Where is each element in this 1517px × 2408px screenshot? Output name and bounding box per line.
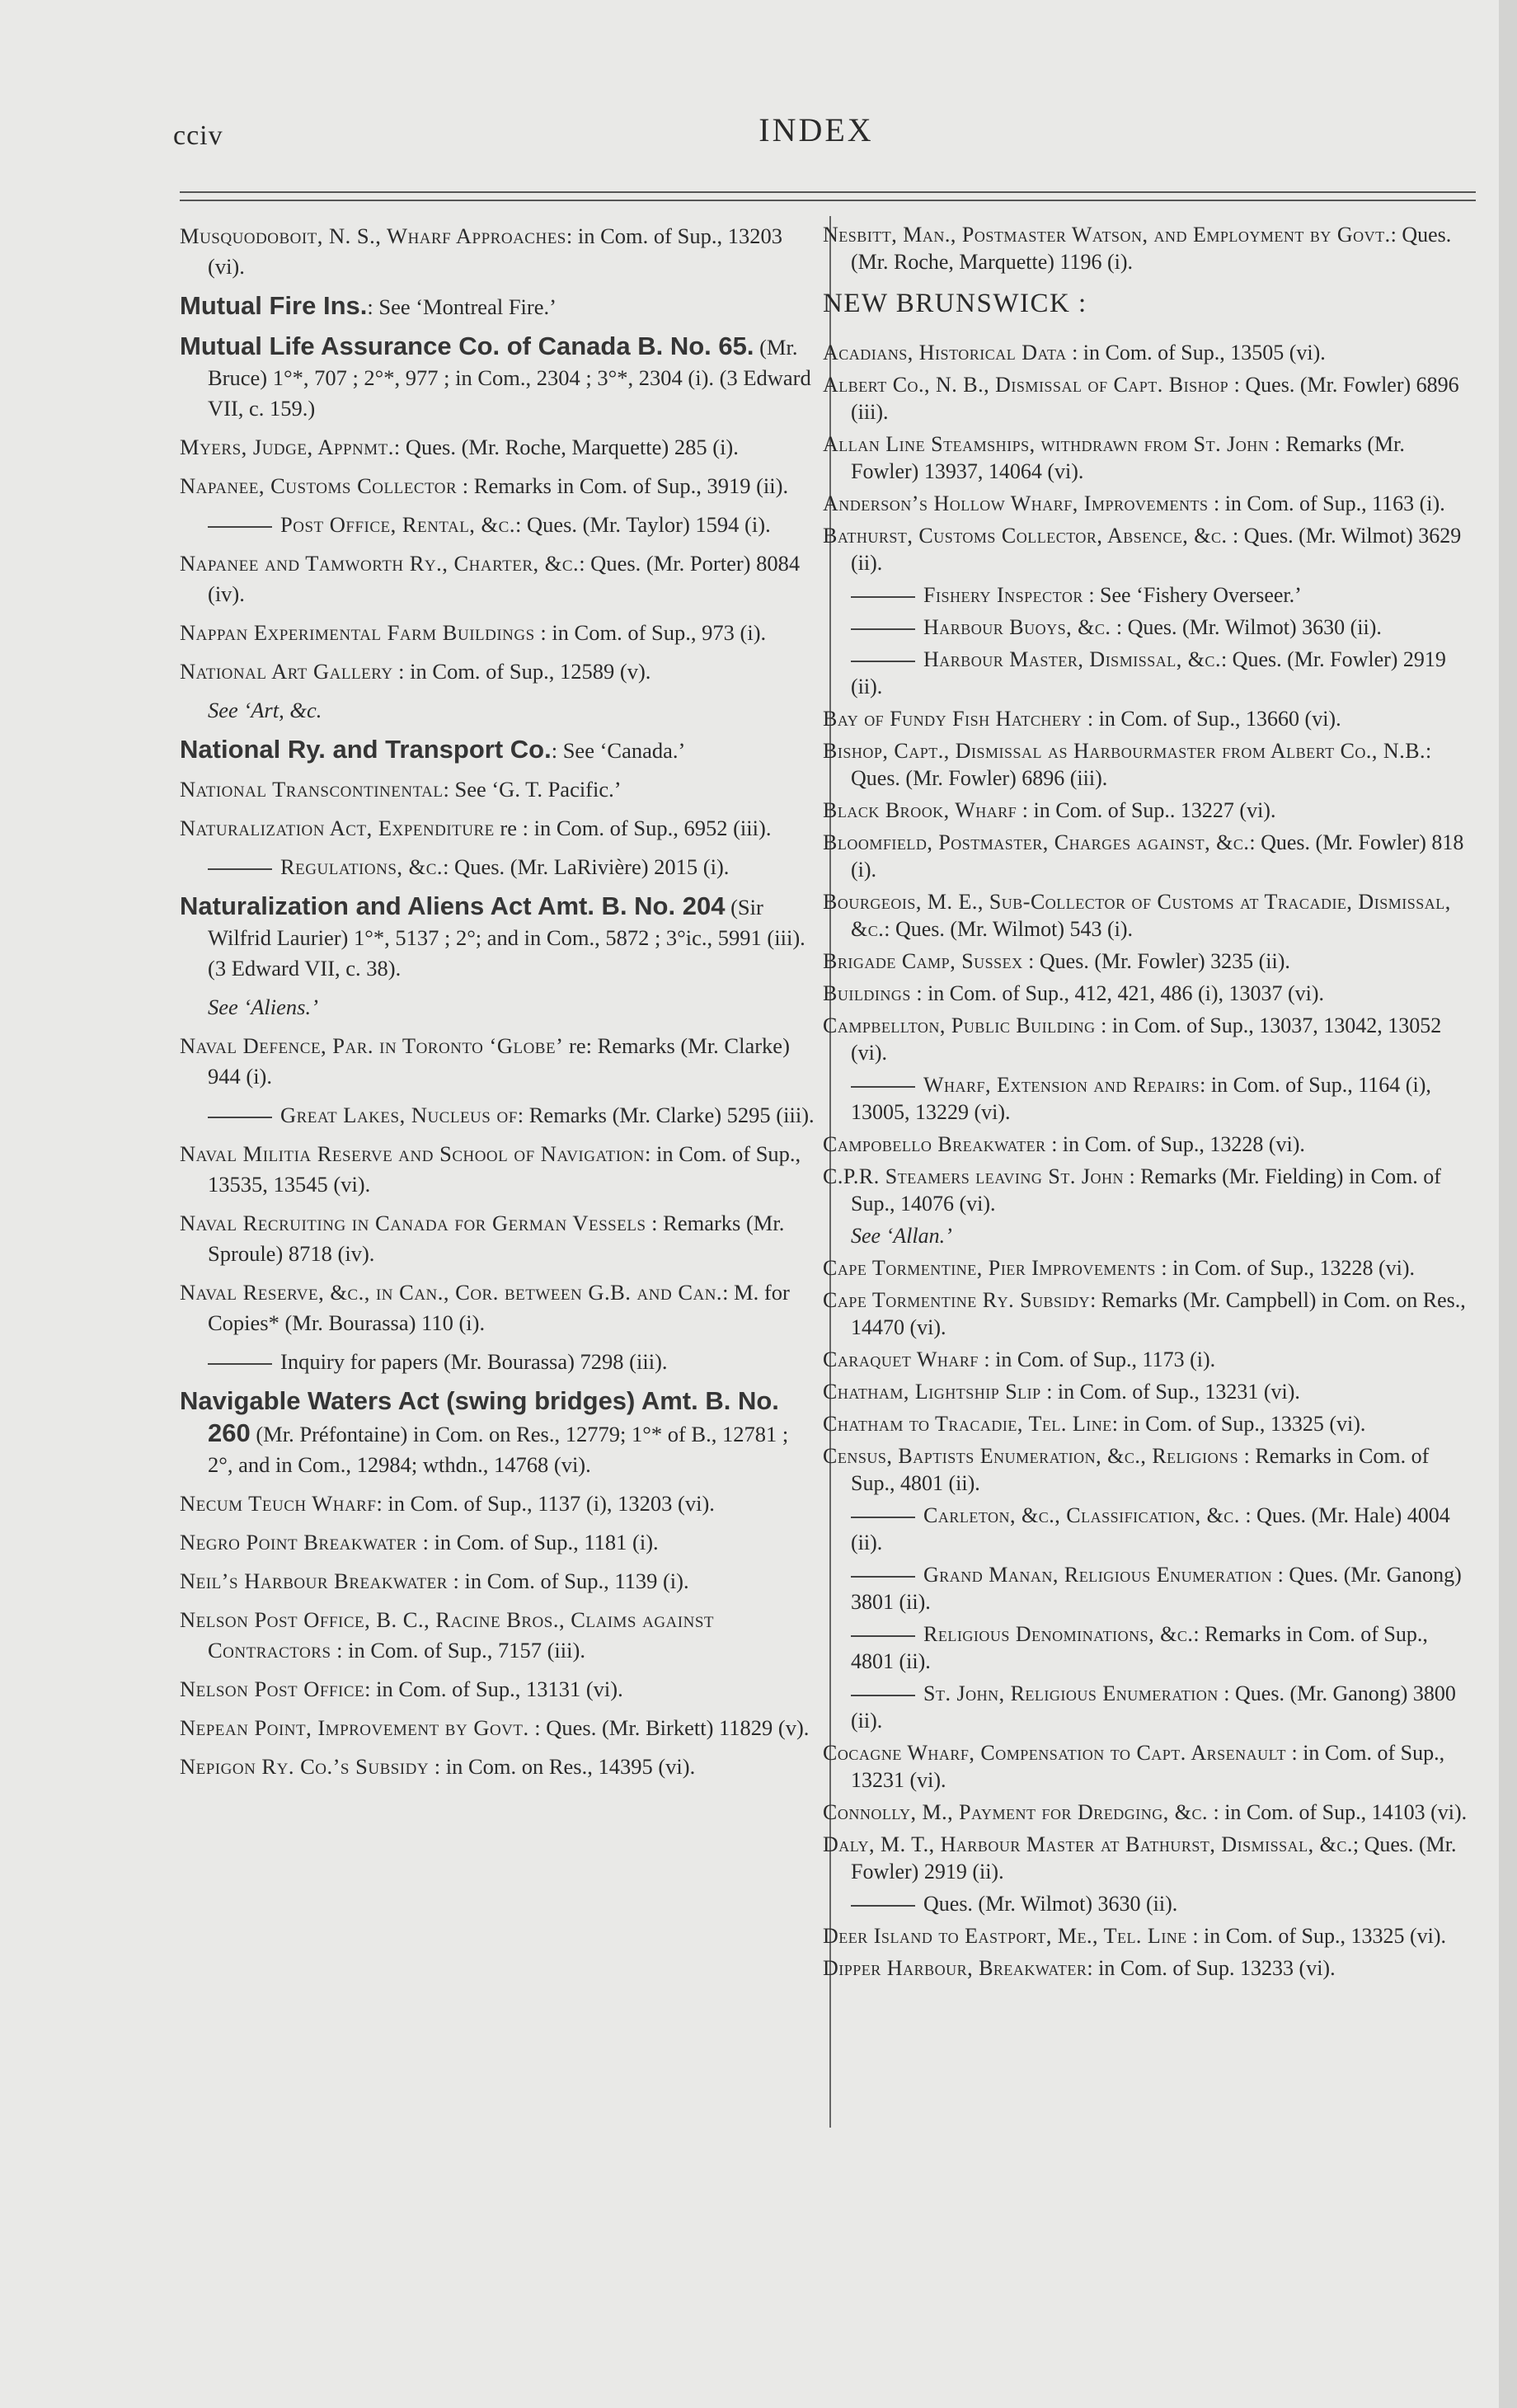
index-entry xyxy=(823,829,1468,883)
entry-reference: : Ques. (Mr. Fowler) 3235 (ii). xyxy=(1022,949,1290,973)
index-entry xyxy=(823,1012,1468,1066)
entry-reference: : Ques. (Mr. Porter) 8084 (iv). xyxy=(208,551,801,606)
entry-reference: : in Com. of Sup., 1163 (i). xyxy=(1208,491,1445,515)
index-entry xyxy=(823,1410,1468,1437)
index-entry xyxy=(823,1346,1468,1373)
entry-reference: : Ques. (Mr. Hale) 4004 (ii). xyxy=(851,1503,1450,1554)
entry-reference: : Ques. (Mr. Fowler) 6896 (iii). xyxy=(851,739,1432,790)
entry-heading: Campobello Breakwater xyxy=(823,1132,1046,1156)
entry-reference: re : in Com. of Sup., 6952 (iii). xyxy=(494,816,772,840)
ditto-dash xyxy=(208,526,272,528)
index-entry xyxy=(180,1100,815,1131)
entry-heading: Negro Point Breakwater xyxy=(180,1530,417,1554)
entry-reference: (Mr. Préfontaine) in Com. on Res., 12779; 1°* of B., 12781 ; 2°, and in Com., 12984; wthdn., 14768 (vi). xyxy=(208,1422,789,1477)
entry-reference: : in Com. of Sup., 7157 (iii). xyxy=(331,1638,585,1663)
entry-reference: : Ques. (Mr. Ganong) 3800 (ii). xyxy=(851,1681,1456,1733)
entry-heading: Bay of Fundy Fish Hatchery xyxy=(823,707,1083,731)
entry-reference: : Remarks in Com. of Sup., 3919 (ii). xyxy=(457,473,789,498)
index-entry xyxy=(823,1680,1468,1734)
index-entry xyxy=(180,774,815,805)
entry-heading: Bathurst, Customs Collector, Absence, &c. xyxy=(823,524,1228,548)
left-column xyxy=(180,221,815,1790)
entry-heading: Nelson Post Office xyxy=(180,1677,365,1701)
entry-reference: : in Com. of Sup., 973 (i). xyxy=(534,620,767,645)
index-entry xyxy=(180,695,815,726)
index-entry xyxy=(823,980,1468,1007)
entry-heading: Chatham to Tracadie, Tel. Line xyxy=(823,1412,1112,1436)
entry-heading: Neil’s Harbour Breakwater xyxy=(180,1568,448,1593)
index-entry xyxy=(180,1347,815,1377)
entry-heading: Bourgeois, M. E., Sub-Collector of Customs at Tracadie, Dismissal, &c. xyxy=(823,890,1451,941)
entry-reference: : Ques. (Mr. Fowler) 6896 (iii). xyxy=(851,373,1459,424)
index-entry xyxy=(823,1163,1468,1217)
header-rule-bottom xyxy=(180,200,1476,201)
entry-reference: : Remarks (Mr. Clarke) 5295 (iii). xyxy=(517,1103,815,1127)
entry-heading: Brigade Camp, Sussex xyxy=(823,949,1023,973)
index-entry xyxy=(180,992,815,1023)
entry-reference: See ‘Allan.’ xyxy=(851,1224,952,1248)
page-number: cciv xyxy=(173,120,223,151)
index-entry xyxy=(180,813,815,844)
entry-heading: Naval Defence, Par. in Toronto ‘Globe’ xyxy=(180,1033,564,1058)
entry-reference: : M. for Copies* (Mr. Bourassa) 110 (i). xyxy=(208,1280,790,1335)
index-entry xyxy=(823,705,1468,732)
entry-heading: Naturalization and Aliens Act Amt. B. No. 204 xyxy=(180,891,726,920)
entry-heading: Mutual Fire Ins. xyxy=(180,291,368,320)
header-rule-top xyxy=(180,191,1476,193)
index-entry xyxy=(180,471,815,501)
index-entry xyxy=(823,371,1468,426)
entry-reference: : Ques. (Mr. Ganong) 3801 (ii). xyxy=(851,1563,1462,1614)
entry-reference: Ques. (Mr. Wilmot) 3630 (ii). xyxy=(923,1892,1178,1916)
index-entry xyxy=(823,1222,1468,1249)
entry-reference: : in Com. of Sup., 412, 421, 486 (i), 13037 (vi). xyxy=(910,981,1325,1005)
index-entry xyxy=(823,1071,1468,1126)
entry-heading: Napanee and Tamworth Ry., Charter, &c. xyxy=(180,551,580,576)
index-entry xyxy=(823,339,1468,366)
entry-heading: Campbellton, Public Building xyxy=(823,1014,1096,1037)
entry-heading: Naval Militia Reserve and School of Navigation xyxy=(180,1141,645,1166)
index-entry xyxy=(823,1739,1468,1794)
entry-reference: : in Com. of Sup., 1181 (i). xyxy=(416,1530,659,1554)
entry-heading: Black Brook, Wharf xyxy=(823,798,1017,822)
entry-reference: : in Com. of Sup., 1173 (i). xyxy=(978,1347,1216,1371)
entry-heading: Wharf, Extension and Repairs xyxy=(923,1073,1200,1097)
entry-reference: : in Com. of Sup., 1164 (i), 13005, 13229 (vi). xyxy=(851,1073,1431,1124)
section-heading: NEW BRUNSWICK : xyxy=(823,289,1087,318)
index-entry xyxy=(823,522,1468,576)
entry-heading: Harbour Master, Dismissal, &c. xyxy=(923,647,1221,671)
index-entry xyxy=(823,430,1468,485)
index-entry xyxy=(823,221,1468,275)
entry-reference: : in Com. of Sup., 14103 (vi). xyxy=(1207,1800,1468,1824)
entry-reference: : in Com. of Sup., 13131 (vi). xyxy=(364,1677,623,1701)
index-entry xyxy=(823,888,1468,943)
entry-reference: : in Com. of Sup., 13231 (vi). xyxy=(851,1741,1445,1792)
entry-reference: : in Com. of Sup., 13231 (vi). xyxy=(1040,1380,1300,1404)
entry-reference: : in Com. of Sup., 13228 (vi). xyxy=(1045,1132,1305,1156)
entry-heading: Nesbitt, Man., Postmaster Watson, and Employment by Govt. xyxy=(823,223,1391,247)
entry-heading: Mutual Life Assurance Co. of Canada B. No. 65. xyxy=(180,332,754,360)
index-entry xyxy=(823,1131,1468,1158)
index-entry xyxy=(823,1502,1468,1556)
index-entry xyxy=(180,1277,815,1338)
index-entry xyxy=(823,1620,1468,1675)
entry-reference: : Ques. (Mr. Roche, Marquette) 285 (i). xyxy=(393,435,739,459)
entry-reference: : in Com. of Sup., 13228 (vi). xyxy=(1155,1256,1416,1280)
index-entry xyxy=(823,948,1468,975)
index-entry xyxy=(823,1799,1468,1826)
ditto-dash xyxy=(851,1635,915,1637)
index-entry xyxy=(180,1208,815,1269)
entry-heading: Caraquet Wharf xyxy=(823,1347,979,1371)
entry-reference: See ‘Aliens.’ xyxy=(208,995,318,1019)
entry-heading: National Transcontinental xyxy=(180,777,444,802)
ditto-dash xyxy=(208,1363,272,1365)
entry-heading: Anderson’s Hollow Wharf, Improvements xyxy=(823,491,1209,515)
page-title: INDEX xyxy=(758,111,874,148)
index-entry xyxy=(823,1561,1468,1616)
right-column xyxy=(823,221,1468,1987)
entry-reference: : Ques. (Mr. Taylor) 1594 (i). xyxy=(514,512,771,537)
entry-heading: Deer Island to Eastport, Me., Tel. Line xyxy=(823,1924,1187,1948)
ditto-dash xyxy=(851,1517,915,1518)
entry-heading: Naval Reserve, &c., in Can., Cor. between G.B. and Can. xyxy=(180,1280,723,1305)
entry-heading: St. John, Religious Enumeration xyxy=(923,1681,1219,1705)
entry-heading: Great Lakes, Nucleus of xyxy=(280,1103,518,1127)
entry-heading: Dipper Harbour, Breakwater xyxy=(823,1956,1087,1980)
index-entry xyxy=(823,614,1468,641)
entry-heading: Naturalization Act, Expenditure xyxy=(180,816,495,840)
ditto-dash xyxy=(208,1117,272,1118)
ditto-dash xyxy=(851,661,915,662)
entry-reference: : in Com. of Sup., 13325 (vi). xyxy=(1186,1924,1446,1948)
entry-heading: Nepigon Ry. Co.’s Subsidy xyxy=(180,1754,430,1779)
index-entry xyxy=(180,891,815,984)
index-entry xyxy=(823,646,1468,700)
entry-heading: Nepean Point, Improvement by Govt. xyxy=(180,1715,529,1740)
entry-reference: : in Com. of Sup., 13535, 13545 (vi). xyxy=(208,1141,801,1197)
index-entry xyxy=(180,1527,815,1558)
index-entry xyxy=(823,1442,1468,1497)
index-entry xyxy=(823,490,1468,517)
entry-heading: National Ry. and Transport Co. xyxy=(180,735,552,764)
entry-heading: Cape Tormentine, Pier Improvements xyxy=(823,1256,1156,1280)
right-column-entries xyxy=(823,339,1468,1982)
entry-heading: Fishery Inspector xyxy=(923,583,1083,607)
entry-heading: Nelson Post Office, B. C., Racine Bros., Claims against Contractors xyxy=(180,1607,715,1663)
entry-heading: Bloomfield, Postmaster, Charges against, &c. xyxy=(823,830,1250,854)
entry-reference: : Remarks (Mr. Fowler) 13937, 14064 (vi). xyxy=(851,432,1405,483)
entry-reference: : Ques. (Mr. Wilmot) 3629 (ii). xyxy=(851,524,1462,575)
index-entry xyxy=(180,1031,815,1092)
entry-reference: (Sir Wilfrid Laurier) 1°*, 5137 ; 2°; and in Com., 5872 ; 3°ic., 5991 (iii). (3 Edward VII, c. 38). xyxy=(208,895,805,981)
entry-heading: Grand Manan, Religious Enumeration xyxy=(923,1563,1273,1587)
entry-reference: : Ques. (Mr. Roche, Marquette) 1196 (i). xyxy=(851,223,1452,274)
entry-reference: : in Com. of Sup., 13505 (vi). xyxy=(1066,341,1326,364)
index-entry xyxy=(180,548,815,609)
index-entry xyxy=(180,1566,815,1597)
entry-reference: : in Com. on Res., 14395 (vi). xyxy=(429,1754,696,1779)
entry-heading: Bishop, Capt., Dismissal as Harbourmaster from Albert Co., N.B. xyxy=(823,739,1426,763)
entry-reference: : Remarks (Mr. Campbell) in Com. on Res., 14470 (vi). xyxy=(851,1288,1466,1339)
entry-heading: Regulations, &c. xyxy=(280,854,444,879)
index-entry xyxy=(180,290,815,322)
ditto-dash xyxy=(851,1576,915,1578)
index-entry xyxy=(180,1139,815,1200)
entry-heading: Nappan Experimental Farm Buildings xyxy=(180,620,535,645)
entry-reference: : Ques. (Mr. Wilmot) 3630 (ii). xyxy=(1111,615,1382,639)
entry-heading: Chatham, Lightship Slip xyxy=(823,1380,1041,1404)
entry-heading: Harbour Buoys, &c. xyxy=(923,615,1111,639)
page-edge xyxy=(1499,0,1517,2408)
entry-reference: : Ques. (Mr. Wilmot) 543 (i). xyxy=(884,917,1134,941)
entry-reference: : Ques. (Mr. Birkett) 11829 (v). xyxy=(528,1715,810,1740)
ditto-dash xyxy=(851,1695,915,1696)
entry-heading: Cocagne Wharf, Compensation to Capt. Arsenault xyxy=(823,1741,1286,1765)
index-entry xyxy=(180,852,815,882)
entry-reference: : in Com. of Sup., 13660 (vi). xyxy=(1082,707,1341,731)
entry-reference: : Remarks (Mr. Sproule) 8718 (iv). xyxy=(208,1211,785,1266)
entry-heading: Daly, M. T., Harbour Master at Bathurst, Dismissal, &c. xyxy=(823,1832,1353,1856)
entry-reference: : Ques. (Mr. Fowler) 2919 (ii). xyxy=(851,647,1446,698)
index-entry xyxy=(180,734,815,766)
index-entry xyxy=(823,737,1468,792)
ditto-dash xyxy=(851,1905,915,1907)
entry-heading: Carleton, &c., Classification, &c. xyxy=(923,1503,1240,1527)
index-entry xyxy=(180,510,815,540)
index-entry xyxy=(180,1674,815,1705)
entry-heading: Naval Recruiting in Canada for German Vessels xyxy=(180,1211,646,1235)
entry-reference: See ‘Art, &c. xyxy=(208,698,322,722)
index-entry xyxy=(823,797,1468,824)
index-entry xyxy=(823,1922,1468,1949)
entry-heading: Napanee, Customs Collector xyxy=(180,473,458,498)
index-entry xyxy=(823,581,1468,609)
entry-heading: Musquodoboit, N. S., Wharf Approaches xyxy=(180,223,566,248)
ditto-dash xyxy=(851,628,915,630)
ditto-dash xyxy=(208,868,272,870)
index-entry xyxy=(823,1831,1468,1885)
index-entry xyxy=(180,331,815,424)
index-entry xyxy=(180,1489,815,1519)
entry-heading: Post Office, Rental, &c. xyxy=(280,512,515,537)
entry-reference: ; Ques. (Mr. Fowler) 2919 (ii). xyxy=(851,1832,1457,1884)
entry-heading: Census, Baptists Enumeration, &c., Religions xyxy=(823,1444,1239,1468)
index-entry xyxy=(180,1605,815,1666)
entry-heading: Allan Line Steamships, withdrawn from St. John xyxy=(823,432,1270,456)
entry-reference: : in Com. of Sup., 13037, 13042, 13052 (vi). xyxy=(851,1014,1442,1065)
entry-heading: Myers, Judge, Appnmt. xyxy=(180,435,394,459)
entry-reference: : Remarks in Com. of Sup., 4801 (ii). xyxy=(851,1622,1428,1673)
index-entry xyxy=(823,1954,1468,1982)
entry-reference: : in Com. of Sup.. 13227 (vi). xyxy=(1017,798,1276,822)
entry-heading: Connolly, M., Payment for Dredging, &c. xyxy=(823,1800,1208,1824)
index-entry xyxy=(180,656,815,687)
index-entry xyxy=(823,1254,1468,1282)
index-entry xyxy=(823,1286,1468,1341)
entry-heading: National Art Gallery xyxy=(180,659,393,684)
entry-heading: C.P.R. Steamers leaving St. John xyxy=(823,1164,1124,1188)
entry-heading: Necum Teuch Wharf xyxy=(180,1491,377,1516)
index-entry xyxy=(180,221,815,282)
entry-heading: Religious Denominations, &c. xyxy=(923,1622,1194,1646)
entry-heading: Acadians, Historical Data xyxy=(823,341,1067,364)
entry-reference: (Mr. Bruce) 1°*, 707 ; 2°*, 977 ; in Com., 2304 ; 3°*, 2304 (i). (3 Edward VII, c. 159.) xyxy=(208,335,811,421)
entry-reference: : Remarks in Com. of Sup., 4801 (ii). xyxy=(851,1444,1430,1495)
entry-reference: : Remarks (Mr. Fielding) in Com. of Sup., 14076 (vi). xyxy=(851,1164,1441,1216)
index-entry xyxy=(180,1713,815,1743)
index-entry xyxy=(823,1378,1468,1405)
ditto-dash xyxy=(851,596,915,598)
entry-reference: : Ques. (Mr. LaRivière) 2015 (i). xyxy=(443,854,730,879)
entry-reference: : See ‘Fishery Overseer.’ xyxy=(1083,583,1302,607)
entry-heading: Albert Co., N. B., Dismissal of Capt. Bishop xyxy=(823,373,1229,397)
entry-reference: re: Remarks (Mr. Clarke) 944 (i). xyxy=(208,1033,790,1089)
entry-reference: : Ques. (Mr. Fowler) 818 (i). xyxy=(851,830,1464,882)
index-entry xyxy=(180,432,815,463)
entry-reference: : in Com. of Sup., 1139 (i). xyxy=(447,1568,689,1593)
entry-reference: : See ‘Montreal Fire.’ xyxy=(367,294,557,319)
index-entry xyxy=(180,618,815,648)
index-entry xyxy=(180,1752,815,1782)
entry-heading: Navigable Waters Act (swing bridges) Amt. B. No. 260 xyxy=(180,1386,779,1447)
entry-reference: : in Com. of Sup., 13203 (vi). xyxy=(208,223,782,279)
entry-reference: : See ‘G. T. Pacific.’ xyxy=(443,777,622,802)
entry-reference: : in Com. of Sup., 13325 (vi). xyxy=(1111,1412,1366,1436)
entry-reference: Inquiry for papers (Mr. Bourassa) 7298 (iii). xyxy=(280,1349,668,1374)
entry-heading: Buildings xyxy=(823,981,911,1005)
entry-reference: : See ‘Canada.’ xyxy=(551,738,686,763)
index-entry xyxy=(180,1385,815,1480)
entry-reference: : in Com. of Sup., 1137 (i), 13203 (vi). xyxy=(376,1491,715,1516)
entry-reference: : in Com. of Sup., 12589 (v). xyxy=(392,659,651,684)
index-entry xyxy=(823,1890,1468,1917)
entry-heading: Cape Tormentine Ry. Subsidy xyxy=(823,1288,1091,1312)
entry-reference: : in Com. of Sup. 13233 (vi). xyxy=(1087,1956,1336,1980)
ditto-dash xyxy=(851,1086,915,1088)
